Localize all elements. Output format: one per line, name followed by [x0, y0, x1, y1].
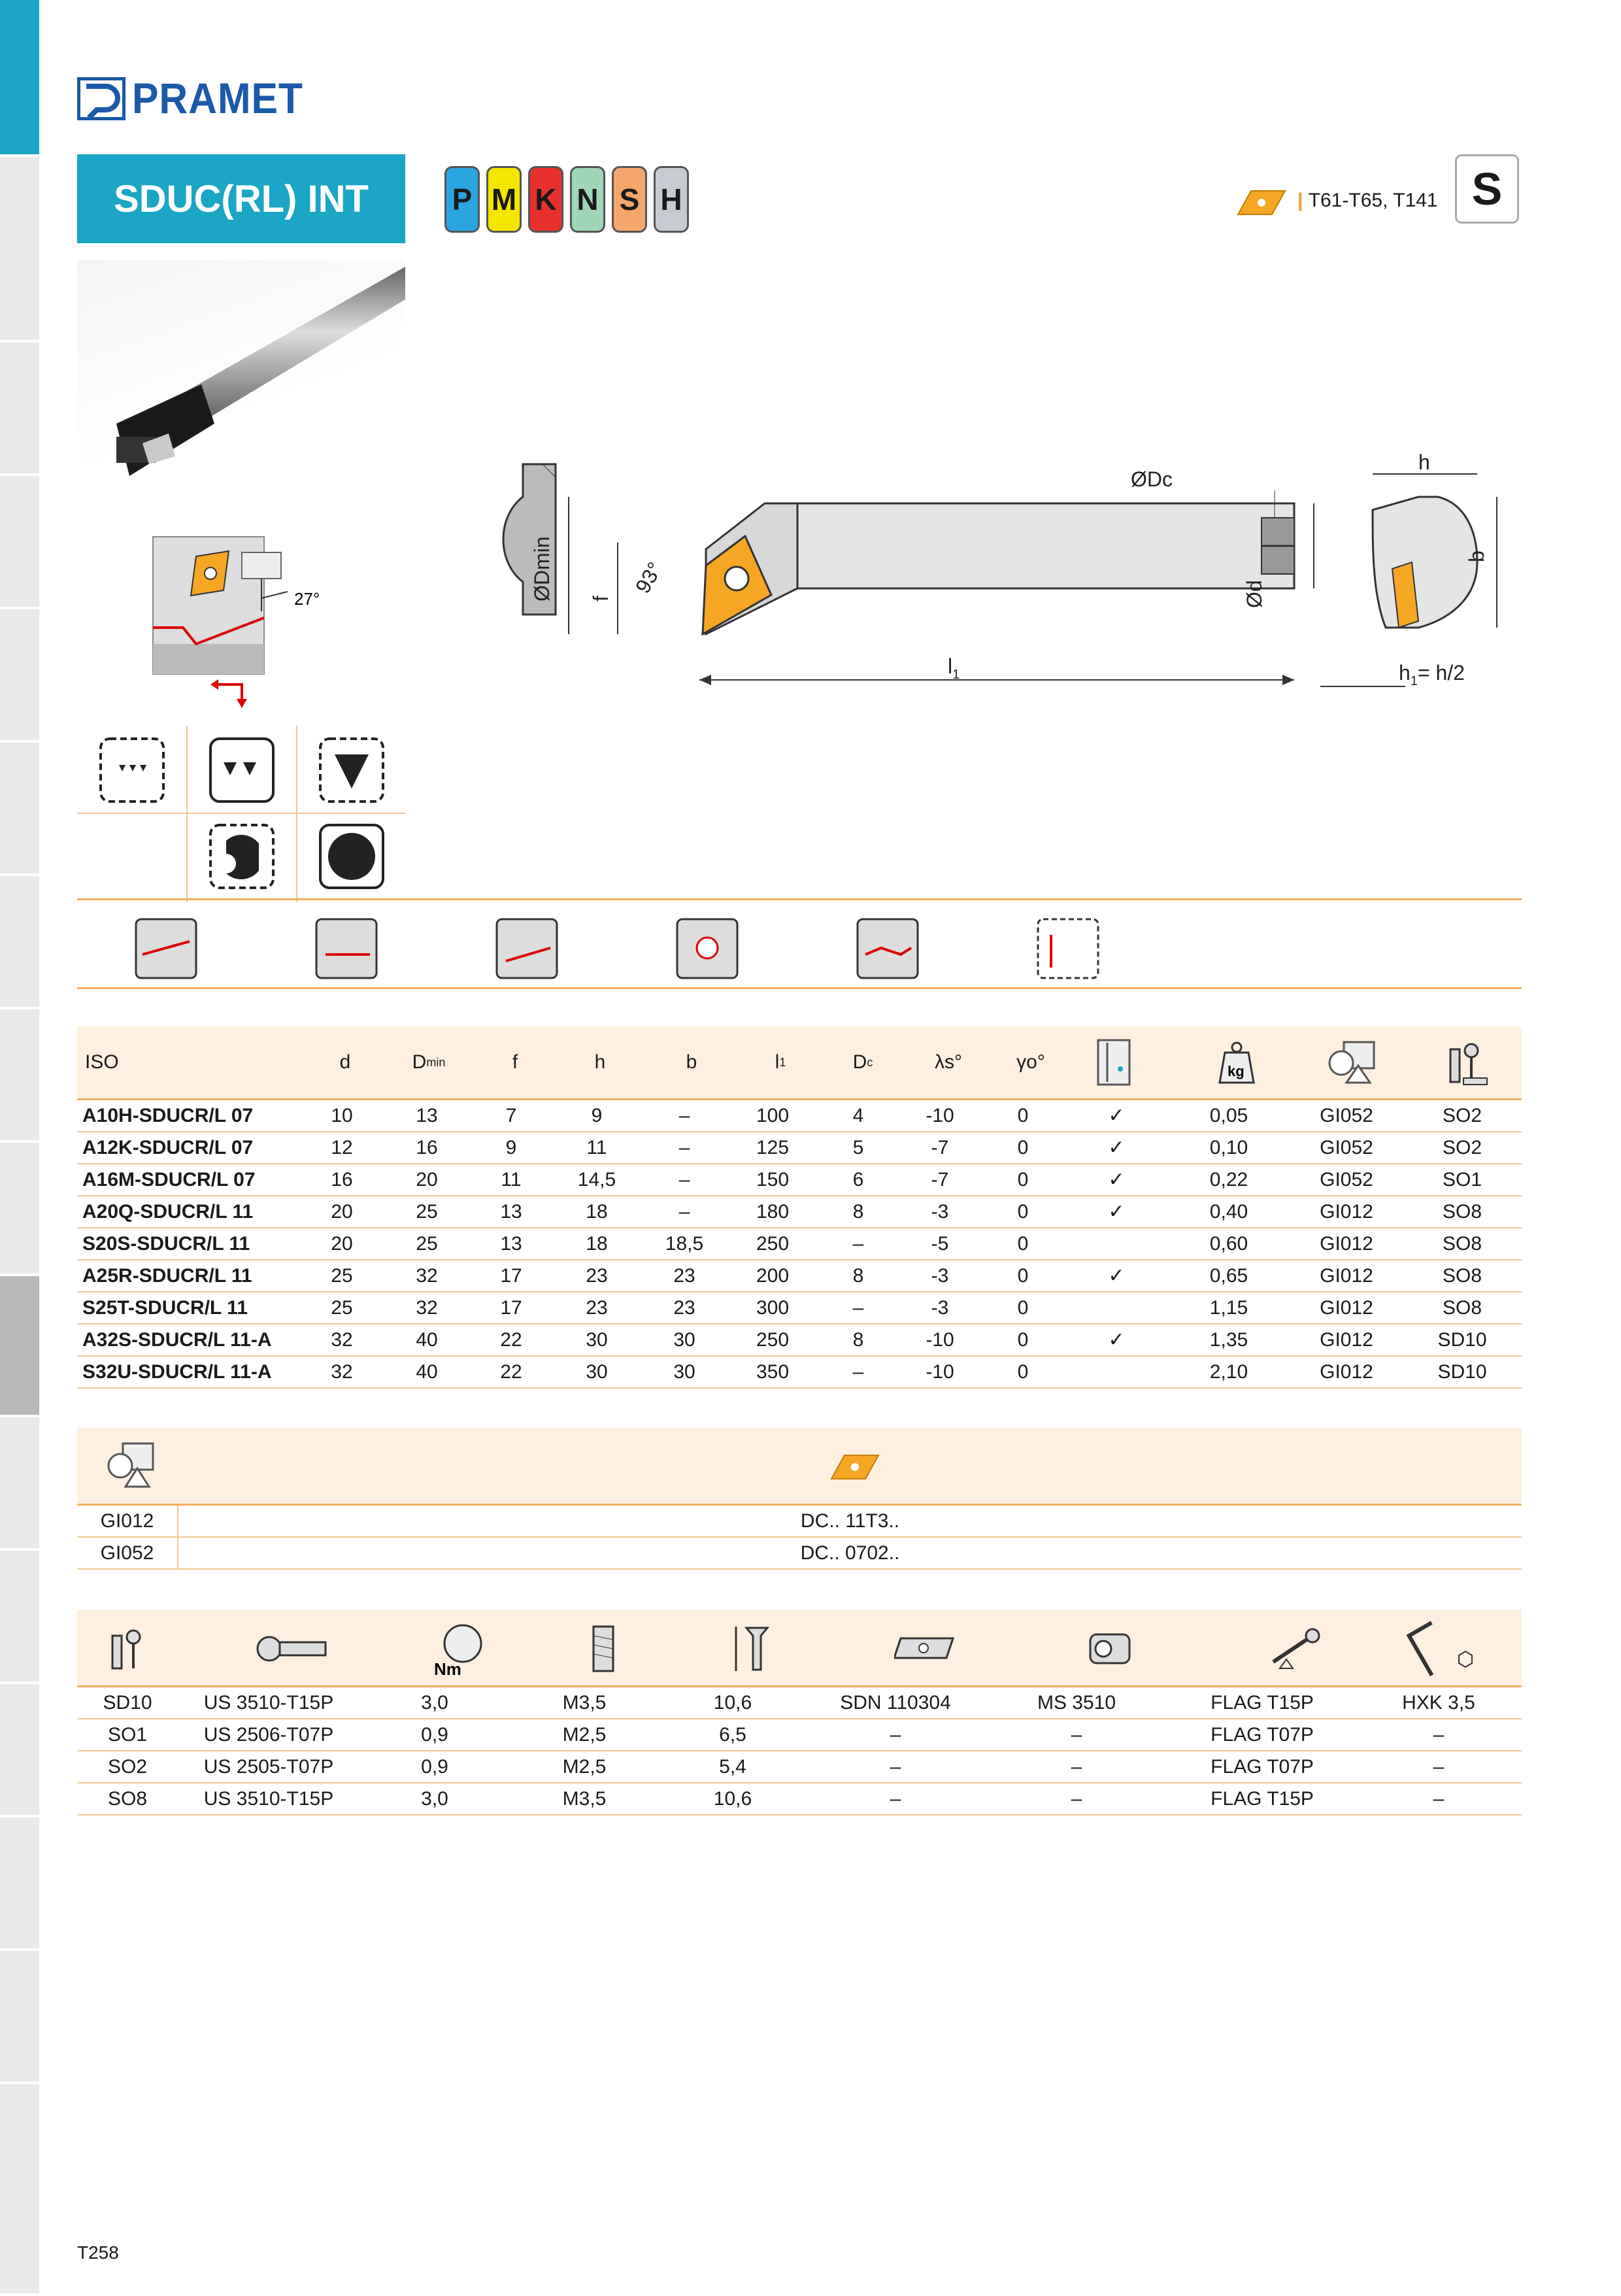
f-label: f	[589, 596, 612, 601]
table-row[interactable]: SO2 US 2505-T07P 0,9 M2,5 5,4 – – FLAG T07P –	[77, 1751, 1522, 1783]
boring-bar-image	[77, 260, 405, 506]
material-tag-k: K	[528, 166, 563, 233]
b-label: b	[1465, 550, 1488, 562]
table-row[interactable]: GI012 DC.. 11T3..	[77, 1506, 1522, 1537]
table-row[interactable]: SO1 US 2506-T07P 0,9 M2,5 6,5 – – FLAG T07P –	[77, 1719, 1522, 1751]
brand-name: PRAMET	[132, 74, 303, 122]
hex-key-icon	[1404, 1620, 1476, 1679]
table-row[interactable]: A20Q-SDUCR/L 11 20 25 13 18 – 180 8 -3 0 ✓ 0,40 GI012 SO8	[77, 1196, 1522, 1228]
insert-table	[77, 1506, 1522, 1570]
table-row[interactable]: A25R-SDUCR/L 11 25 32 17 23 23 200 8 -3 0 ✓ 0,65 GI012 SO8	[77, 1260, 1522, 1292]
main-table-header	[77, 1026, 1522, 1098]
side-tab[interactable]	[0, 476, 39, 609]
col-h: h	[594, 1051, 606, 1073]
application-symbol-grid	[77, 726, 410, 902]
table-row[interactable]: A12K-SDUCR/L 07 12 16 9 11 – 125 5 -7 0 ✓ 0,10 GI052 SO2	[77, 1132, 1522, 1164]
spare-parts-icon	[106, 1623, 152, 1675]
col-gamma: γo°	[1016, 1051, 1045, 1073]
dc-label: ØDc	[1131, 467, 1173, 491]
parts-table-header	[77, 1610, 1522, 1685]
insert-page-ref: | T61-T65, T141	[1297, 190, 1438, 211]
op-internal-contour-icon	[677, 919, 737, 978]
brand-logo	[77, 72, 312, 124]
table-row[interactable]: A32S-SDUCR/L 11-A 32 40 22 30 30 250 8 -10 0 ✓ 1,35 GI012 SD10	[77, 1324, 1522, 1356]
side-tab[interactable]	[0, 2084, 39, 2296]
side-tab[interactable]	[0, 157, 39, 343]
col-dc: D c	[852, 1051, 873, 1073]
insert-diamond-icon	[829, 1453, 881, 1481]
table-row[interactable]: SO8 US 3510-T15P 3,0 M3,5 10,6 – – FLAG T15P –	[77, 1783, 1522, 1815]
insert-table-header	[77, 1428, 1522, 1504]
table-row[interactable]: S32U-SDUCR/L 11-A 32 40 22 30 30 350 – -10 0 2,10 GI012 SD10	[77, 1356, 1522, 1388]
material-tag-m: M	[486, 166, 522, 233]
material-tag-n: N	[570, 166, 605, 233]
side-tab-active[interactable]	[0, 0, 39, 157]
col-d: d	[339, 1051, 351, 1073]
op-internal-copying-icon	[858, 919, 918, 978]
screw-icon	[254, 1629, 332, 1668]
divider	[77, 987, 1522, 989]
col-lambda: λs°	[935, 1051, 962, 1073]
side-tab[interactable]	[0, 1551, 39, 1684]
col-iso: ISO	[85, 1051, 119, 1073]
main-table	[77, 1100, 1522, 1389]
side-tab[interactable]	[0, 1684, 39, 1817]
table-row[interactable]: SD10 US 3510-T15P 3,0 M3,5 10,6 SDN 110304 MS 3510 FLAG T15P HXK 3,5	[77, 1687, 1522, 1719]
iso-group-badge: S	[1455, 154, 1519, 224]
insert-id-icon	[1318, 1026, 1383, 1098]
side-tab-current[interactable]	[0, 1276, 39, 1417]
col-dmin: D min	[412, 1051, 446, 1073]
side-tab[interactable]	[0, 1817, 39, 1951]
machining-sketch	[150, 533, 346, 716]
side-tab[interactable]	[0, 876, 39, 1009]
key-icon	[1260, 1623, 1326, 1675]
side-tab[interactable]	[0, 343, 39, 476]
col-f: f	[512, 1051, 518, 1073]
material-tag-p: P	[444, 166, 480, 233]
angle-93-label: 93°	[630, 558, 667, 598]
d-label: Ød	[1243, 580, 1266, 608]
l1-label: $l_1$	[948, 654, 960, 682]
svg-text:kg: kg	[1228, 1063, 1245, 1079]
side-tab[interactable]	[0, 1143, 39, 1276]
table-row[interactable]: GI052 DC.. 0702..	[77, 1537, 1522, 1569]
op-internal-facing-icon	[316, 919, 376, 978]
thread-icon	[587, 1623, 620, 1675]
dmin-label: ØDmin	[530, 536, 554, 601]
product-title: SDUC(RL) INT	[77, 154, 405, 243]
table-row[interactable]: A10H-SDUCR/L 07 10 13 7 9 – 100 4 -10 0 ✓ 0,05 GI052 SO2	[77, 1100, 1522, 1132]
h-label: h	[1418, 450, 1430, 474]
weight-icon	[1204, 1026, 1269, 1098]
op-internal-turning-icon	[136, 919, 196, 978]
torque-icon	[430, 1620, 489, 1679]
op-internal-profiling-icon	[497, 919, 557, 978]
coolant-icon	[1081, 1026, 1146, 1098]
side-tab-strip	[0, 0, 39, 2293]
side-tab[interactable]	[0, 1951, 39, 2084]
table-row[interactable]: A16M-SDUCR/L 07 16 20 11 14,5 – 150 6 -7 0 ✓ 0,22 GI052 SO1	[77, 1164, 1522, 1196]
op-internal-backfacing-icon	[1038, 919, 1098, 978]
medium-machining-icon	[210, 739, 273, 802]
h1-label: $h_1= h/2$	[1399, 661, 1465, 688]
operation-icons	[77, 909, 1522, 987]
shim-icon	[894, 1632, 960, 1664]
side-tab[interactable]	[0, 743, 39, 876]
parts-table	[77, 1687, 1522, 1815]
side-tab[interactable]	[0, 1417, 39, 1551]
table-row[interactable]: S20S-SDUCR/L 11 20 25 13 18 18,5 250 – -5 0 0,60 GI012 SO8	[77, 1228, 1522, 1260]
side-tab[interactable]	[0, 1009, 39, 1143]
angle-27-label: 27°	[294, 589, 320, 609]
insert-id-icon	[103, 1441, 156, 1491]
table-row[interactable]: S25T-SDUCR/L 11 25 32 17 23 23 300 – -3 0 1,15 GI012 SO8	[77, 1292, 1522, 1324]
screw-length-icon	[731, 1623, 770, 1675]
svg-text:Nm: Nm	[434, 1659, 461, 1679]
material-tag-s: S	[612, 166, 647, 233]
side-tab[interactable]	[0, 609, 39, 743]
pramet-logo-icon	[77, 77, 125, 120]
spare-parts-icon	[1434, 1026, 1499, 1098]
insert-diamond-icon	[1235, 188, 1288, 217]
shim-screw-icon	[1077, 1624, 1143, 1674]
material-tag-h: H	[654, 166, 689, 233]
col-l1: l 1	[775, 1051, 786, 1073]
col-b: b	[686, 1051, 697, 1073]
technical-drawing	[458, 445, 1503, 706]
divider	[77, 898, 1522, 900]
page-number: T258	[77, 2242, 119, 2263]
product-photo	[77, 260, 405, 506]
